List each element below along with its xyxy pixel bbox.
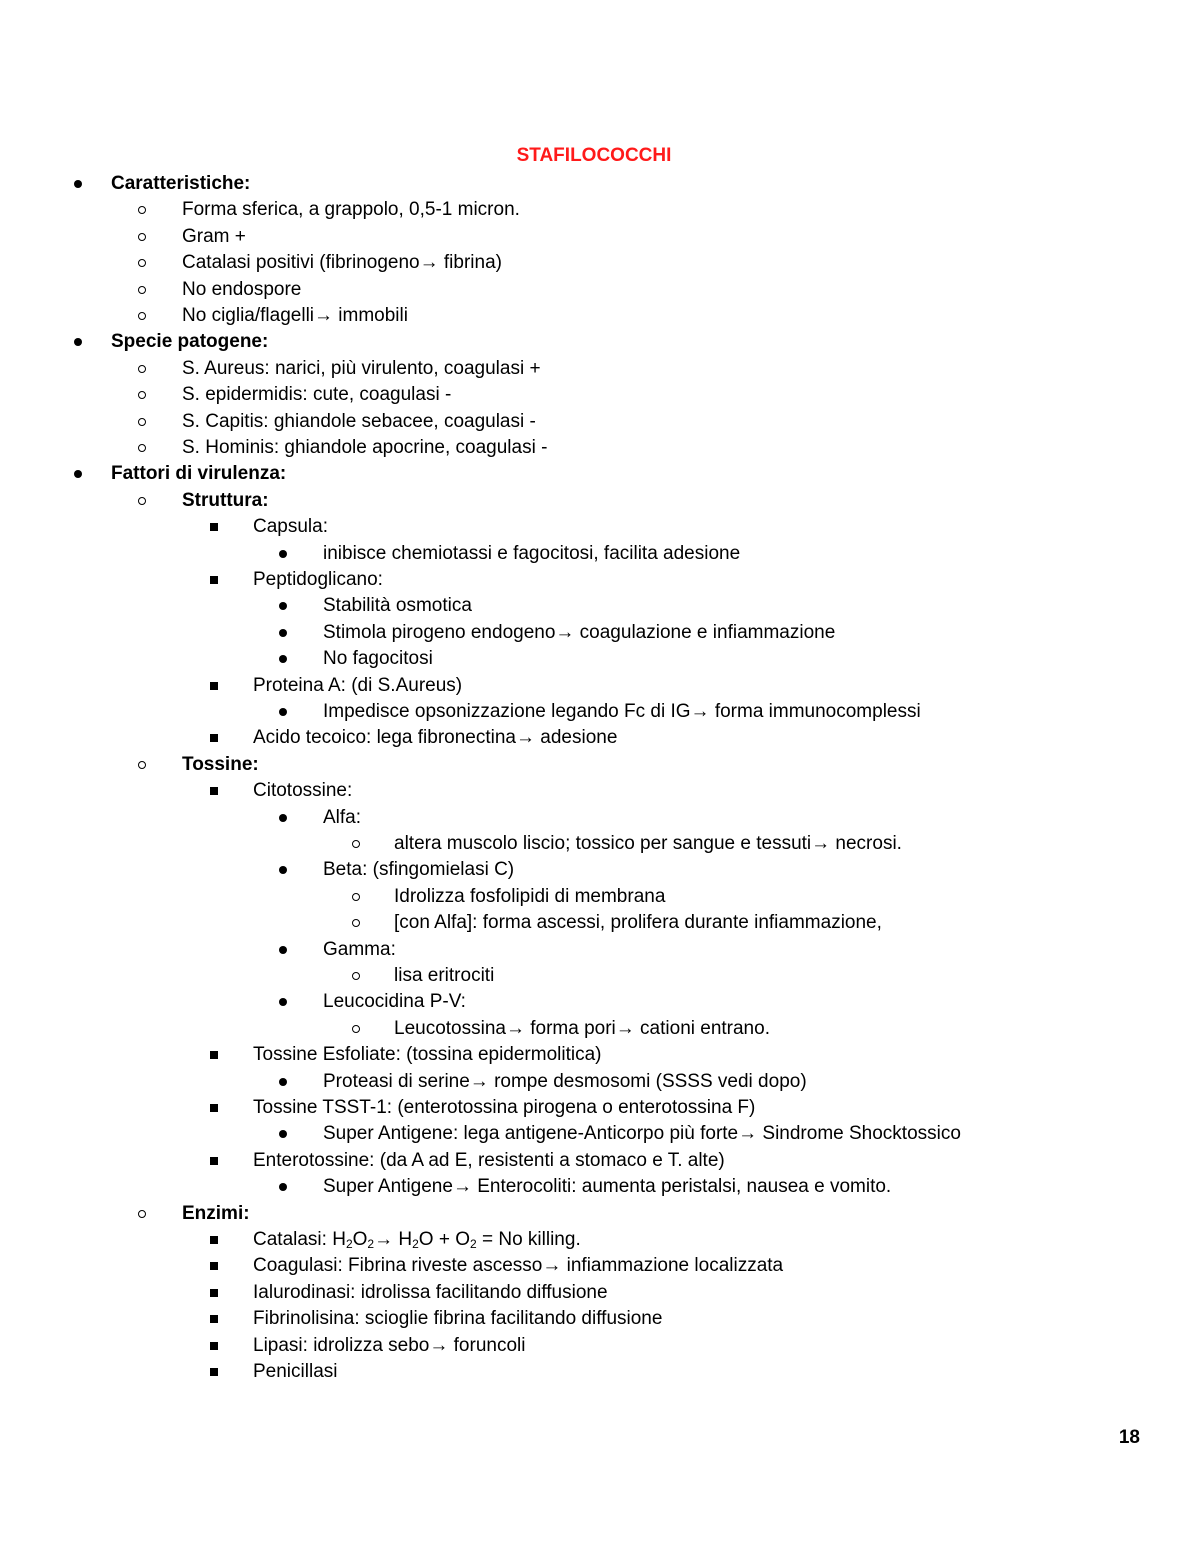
list-item-text: Citotossine: [253, 780, 353, 802]
list-item [0, 330, 1200, 354]
dot-bullet-icon [271, 1175, 295, 1199]
circle-bullet-icon [130, 383, 154, 407]
square-bullet-icon [202, 1096, 226, 1120]
list-item [0, 1307, 1200, 1331]
list-item-text: Penicillasi [253, 1361, 338, 1382]
list-item [0, 1043, 1200, 1067]
list-item-text: Tossine: [182, 753, 259, 775]
circle-bullet-icon [344, 911, 368, 935]
list-item [0, 594, 1200, 618]
square-bullet-icon [202, 515, 226, 539]
circle-bullet-icon [130, 1202, 154, 1226]
list-item-text: Proteina A: (di S.Aureus) [253, 674, 463, 696]
list-item-text: Forma sferica, a grappolo, 0,5-1 micron. [182, 199, 520, 221]
list-item [0, 726, 1200, 750]
list-item [0, 990, 1200, 1014]
dot-bullet-icon [271, 806, 295, 830]
list-item-text: Leucotossina→ forma pori→ cationi entrano. [394, 1017, 770, 1039]
dot-bullet-icon [271, 700, 295, 724]
circle-bullet-icon [130, 304, 154, 328]
square-bullet-icon [202, 726, 226, 750]
dot-bullet-icon [66, 462, 90, 486]
list-item [0, 647, 1200, 671]
list-item-text: No endospore [182, 278, 302, 300]
list-item [0, 806, 1200, 830]
list-item [0, 674, 1200, 698]
list-item [0, 225, 1200, 249]
list-item-text: No fagocitosi [323, 648, 433, 670]
list-item-text: Idrolizza fosfolipidi di membrana [394, 885, 666, 907]
circle-bullet-icon [130, 198, 154, 222]
list-item-text: altera muscolo liscio; tossico per sangue e tessuti→ necrosi. [394, 833, 902, 854]
list-item [0, 1149, 1200, 1173]
list-item-text: Enterotossine: (da A ad E, resistenti a stomaco e T. alte) [253, 1149, 725, 1171]
dot-bullet-icon [271, 542, 295, 566]
list-item-text: No ciglia/flagelli→ immobili [182, 305, 408, 326]
circle-bullet-icon [130, 357, 154, 381]
list-item [0, 251, 1200, 275]
list-item [0, 1334, 1200, 1358]
list-item [0, 1202, 1200, 1226]
list-item [0, 938, 1200, 962]
list-item [0, 1070, 1200, 1094]
list-item-text: Tossine TSST-1: (enterotossina pirogena o enterotossina F) [253, 1097, 756, 1118]
list-item-text: Lipasi: idrolizza sebo→ foruncoli [253, 1334, 526, 1356]
list-item [0, 568, 1200, 592]
list-item-text: Struttura: [182, 489, 269, 511]
dot-bullet-icon [271, 594, 295, 618]
circle-bullet-icon [344, 885, 368, 909]
page-title: STAFILOCOCCHI [516, 145, 672, 166]
square-bullet-icon [202, 779, 226, 803]
dot-bullet-icon [271, 647, 295, 671]
square-bullet-icon [202, 568, 226, 592]
list-item [0, 1175, 1200, 1199]
dot-bullet-icon [66, 172, 90, 196]
list-item-text: Caratteristiche: [111, 173, 251, 194]
list-item-text: Proteasi di serine→ rompe desmosomi (SSSS vedi dopo) [323, 1070, 807, 1092]
list-item-text: [con Alfa]: forma ascessi, prolifera durante infiammazione, [394, 912, 882, 934]
square-bullet-icon [202, 1254, 226, 1278]
square-bullet-icon [202, 1360, 226, 1384]
list-item-text: Impedisce opsonizzazione legando Fc di IG→ forma immunocomplessi [323, 701, 921, 722]
list-item [0, 172, 1200, 196]
list-item [0, 462, 1200, 486]
list-item-text: Catalasi: $H_2O_2\to H_2O + O_2 = No$ killing. [253, 1229, 581, 1251]
list-item [0, 489, 1200, 513]
circle-bullet-icon [344, 832, 368, 856]
list-item-text: Gamma: [323, 938, 396, 960]
list-item [0, 410, 1200, 434]
list-item [0, 753, 1200, 777]
list-item [0, 1228, 1200, 1252]
list-item-text: Tossine Esfoliate: (tossina epidermolitica) [253, 1044, 602, 1066]
list-item [0, 1254, 1200, 1278]
list-item [0, 832, 1200, 856]
dot-bullet-icon [271, 938, 295, 962]
list-item [0, 1360, 1200, 1384]
list-item [0, 357, 1200, 381]
list-item-text: S. Aureus: narici, più virulento, coagulasi + [182, 357, 541, 379]
list-item [0, 1122, 1200, 1146]
list-item-text: inibisce chemiotassi e fagocitosi, facilita adesione [323, 542, 741, 564]
list-item-text: Acido tecoico: lega fibronectina→ adesione [253, 727, 618, 749]
circle-bullet-icon [130, 436, 154, 460]
list-item-text: Enzimi: [182, 1202, 250, 1224]
list-item-text: Leucocidina P-V: [323, 991, 466, 1013]
list-item-text: Super Antigene: lega antigene-Anticorpo più forte→ Sindrome Shocktossico [323, 1123, 961, 1145]
list-item-text: lisa eritrociti [394, 965, 495, 986]
list-item-text: Super Antigene→ Enterocoliti: aumenta peristalsi, nausea e vomito. [323, 1176, 892, 1198]
list-item [0, 278, 1200, 302]
list-item-text: S. Capitis: ghiandole sebacee, coagulasi - [182, 410, 536, 432]
list-item-text: Specie patogene: [111, 331, 269, 353]
list-item-text: S. epidermidis: cute, coagulasi - [182, 384, 452, 406]
circle-bullet-icon [130, 489, 154, 513]
list-item [0, 1096, 1200, 1120]
list-item [0, 198, 1200, 222]
circle-bullet-icon [130, 251, 154, 275]
dot-bullet-icon [271, 1070, 295, 1094]
list-item-text: Stimola pirogeno endogeno→ coagulazione e infiammazione [323, 621, 836, 643]
list-item-text: Capsula: [253, 516, 328, 538]
list-item-text: Beta: (sfingomielasi C) [323, 859, 515, 881]
list-item [0, 1281, 1200, 1305]
list-item [0, 383, 1200, 407]
square-bullet-icon [202, 674, 226, 698]
list-item-text: Coagulasi: Fibrina riveste ascesso→ infiammazione localizzata [253, 1255, 784, 1277]
list-item-text: Fattori di virulenza: [111, 463, 287, 485]
square-bullet-icon [202, 1149, 226, 1173]
circle-bullet-icon [130, 225, 154, 249]
square-bullet-icon [202, 1334, 226, 1358]
list-item [0, 1017, 1200, 1041]
list-item-text: Gram + [182, 225, 246, 247]
list-item [0, 779, 1200, 803]
circle-bullet-icon [344, 1017, 368, 1041]
list-item-text: Peptidoglicano: [253, 569, 383, 590]
circle-bullet-icon [130, 278, 154, 302]
list-item-text: Stabilità osmotica [323, 595, 472, 617]
list-item-text: Fibrinolisina: scioglie fibrina facilitando diffusione [253, 1308, 663, 1330]
circle-bullet-icon [130, 753, 154, 777]
list-item-text: Catalasi positivi (fibrinogeno→ fibrina) [182, 252, 502, 274]
list-item [0, 964, 1200, 988]
list-item [0, 885, 1200, 909]
dot-bullet-icon [271, 621, 295, 645]
list-item [0, 436, 1200, 460]
list-item [0, 858, 1200, 882]
square-bullet-icon [202, 1281, 226, 1305]
list-item [0, 700, 1200, 724]
circle-bullet-icon [344, 964, 368, 988]
list-item-text: S. Hominis: ghiandole apocrine, coagulasi - [182, 437, 548, 458]
dot-bullet-icon [271, 1122, 295, 1146]
square-bullet-icon [202, 1307, 226, 1331]
list-item [0, 911, 1200, 935]
list-item [0, 304, 1200, 328]
dot-bullet-icon [66, 330, 90, 354]
circle-bullet-icon [130, 410, 154, 434]
dot-bullet-icon [271, 990, 295, 1014]
dot-bullet-icon [271, 858, 295, 882]
list-item [0, 515, 1200, 539]
page-number: 18 [1118, 1427, 1140, 1448]
list-item [0, 542, 1200, 566]
square-bullet-icon [202, 1043, 226, 1067]
list-item-text: Ialurodinasi: idrolissa facilitando diffusione [253, 1281, 608, 1303]
square-bullet-icon [202, 1228, 226, 1252]
list-item [0, 621, 1200, 645]
list-item-text: Alfa: [323, 806, 362, 828]
